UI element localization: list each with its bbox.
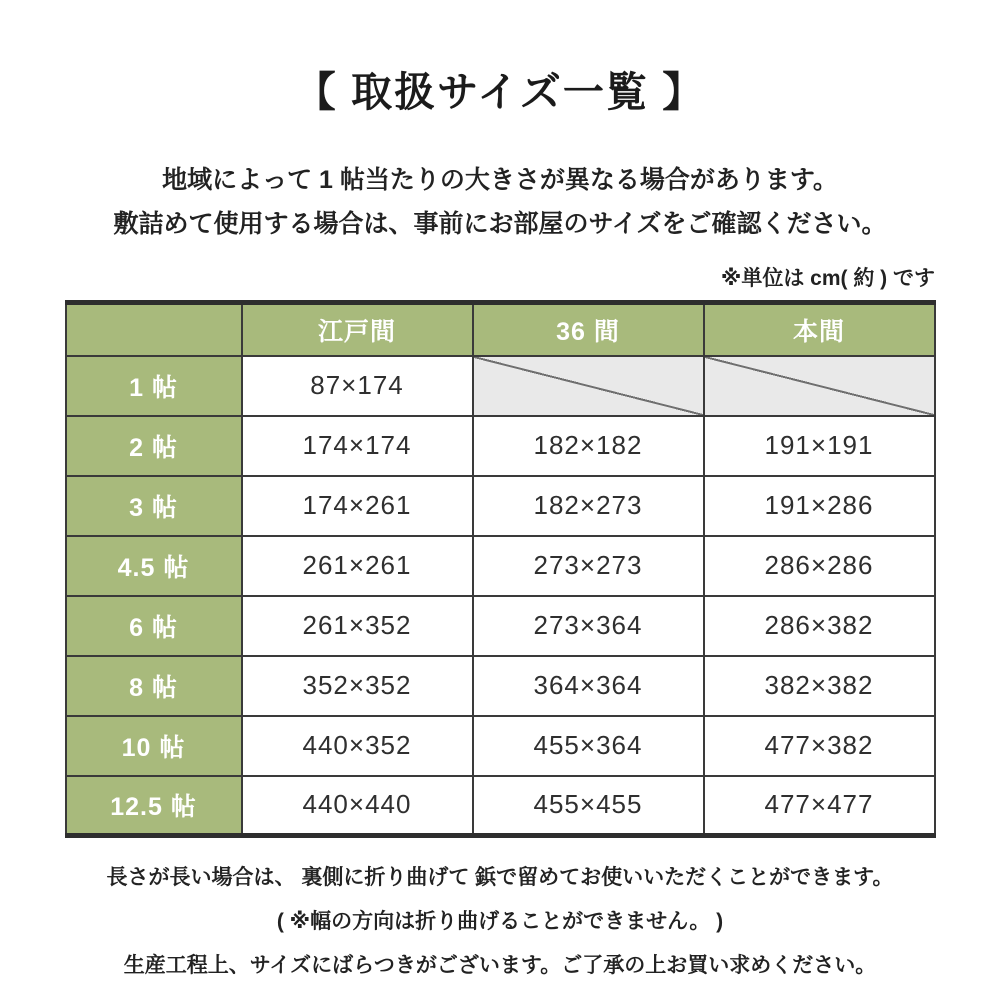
subtitle-line-1: 地域によって 1 帖当たりの大きさが異なる場合があります。 xyxy=(162,166,838,194)
size-cell-crossed-out xyxy=(473,356,704,416)
footer-note-2: ( ※幅の方向は折り曲げることができません。 ) xyxy=(276,910,724,933)
size-cell-crossed-out xyxy=(704,356,935,416)
size-cell: 477×382 xyxy=(704,716,935,776)
size-cell: 191×286 xyxy=(704,476,935,536)
size-cell: 182×182 xyxy=(473,416,704,476)
size-cell: 174×261 xyxy=(242,476,473,536)
column-header-blank xyxy=(66,303,242,356)
size-cell: 364×364 xyxy=(473,656,704,716)
size-cell: 440×352 xyxy=(242,716,473,776)
column-header-36ma: 36 間 xyxy=(473,303,704,356)
table-header-row xyxy=(66,303,935,356)
row-label: 10 帖 xyxy=(66,716,242,776)
column-header-edoma: 江戸間 xyxy=(242,303,473,356)
size-cell: 455×364 xyxy=(473,716,704,776)
size-cell: 477×477 xyxy=(704,776,935,836)
page-subtitle xyxy=(0,158,1000,246)
row-label: 2 帖 xyxy=(66,416,242,476)
size-cell: 273×364 xyxy=(473,596,704,656)
size-cell: 286×286 xyxy=(704,536,935,596)
size-cell: 440×440 xyxy=(242,776,473,836)
row-label: 8 帖 xyxy=(66,656,242,716)
footer-note-1: 長さが長い場合は、 裏側に折り曲げて 鋲で留めてお使いいただくことができます。 xyxy=(106,866,894,889)
table-row xyxy=(66,356,935,416)
table-row xyxy=(66,716,935,776)
table-row xyxy=(66,596,935,656)
footer-note-3: 生産工程上、サイズにばらつきがございます。ご了承の上お買い求めください。 xyxy=(123,954,877,977)
size-cell: 286×382 xyxy=(704,596,935,656)
column-header-honma: 本間 xyxy=(704,303,935,356)
table-row xyxy=(66,416,935,476)
size-cell: 87×174 xyxy=(242,356,473,416)
unit-note: ※単位は cm( 約 ) です xyxy=(720,267,935,290)
size-cell: 182×273 xyxy=(473,476,704,536)
size-cell: 191×191 xyxy=(704,416,935,476)
size-cell: 382×382 xyxy=(704,656,935,716)
size-cell: 261×261 xyxy=(242,536,473,596)
subtitle-line-2: 敷詰めて使用する場合は、事前にお部屋のサイズをご確認ください。 xyxy=(113,210,887,238)
row-label: 3 帖 xyxy=(66,476,242,536)
row-label: 12.5 帖 xyxy=(66,776,242,836)
table-row xyxy=(66,476,935,536)
footer-notes xyxy=(0,856,1000,988)
row-label: 6 帖 xyxy=(66,596,242,656)
table-row xyxy=(66,656,935,716)
table-row xyxy=(66,776,935,836)
table-row xyxy=(66,536,935,596)
size-cell: 455×455 xyxy=(473,776,704,836)
size-table xyxy=(65,300,936,838)
size-cell: 174×174 xyxy=(242,416,473,476)
size-cell: 261×352 xyxy=(242,596,473,656)
page-title: 【 取扱サイズ一覧 】 xyxy=(294,69,706,115)
size-cell: 273×273 xyxy=(473,536,704,596)
row-label: 1 帖 xyxy=(66,356,242,416)
row-label: 4.5 帖 xyxy=(66,536,242,596)
size-cell: 352×352 xyxy=(242,656,473,716)
